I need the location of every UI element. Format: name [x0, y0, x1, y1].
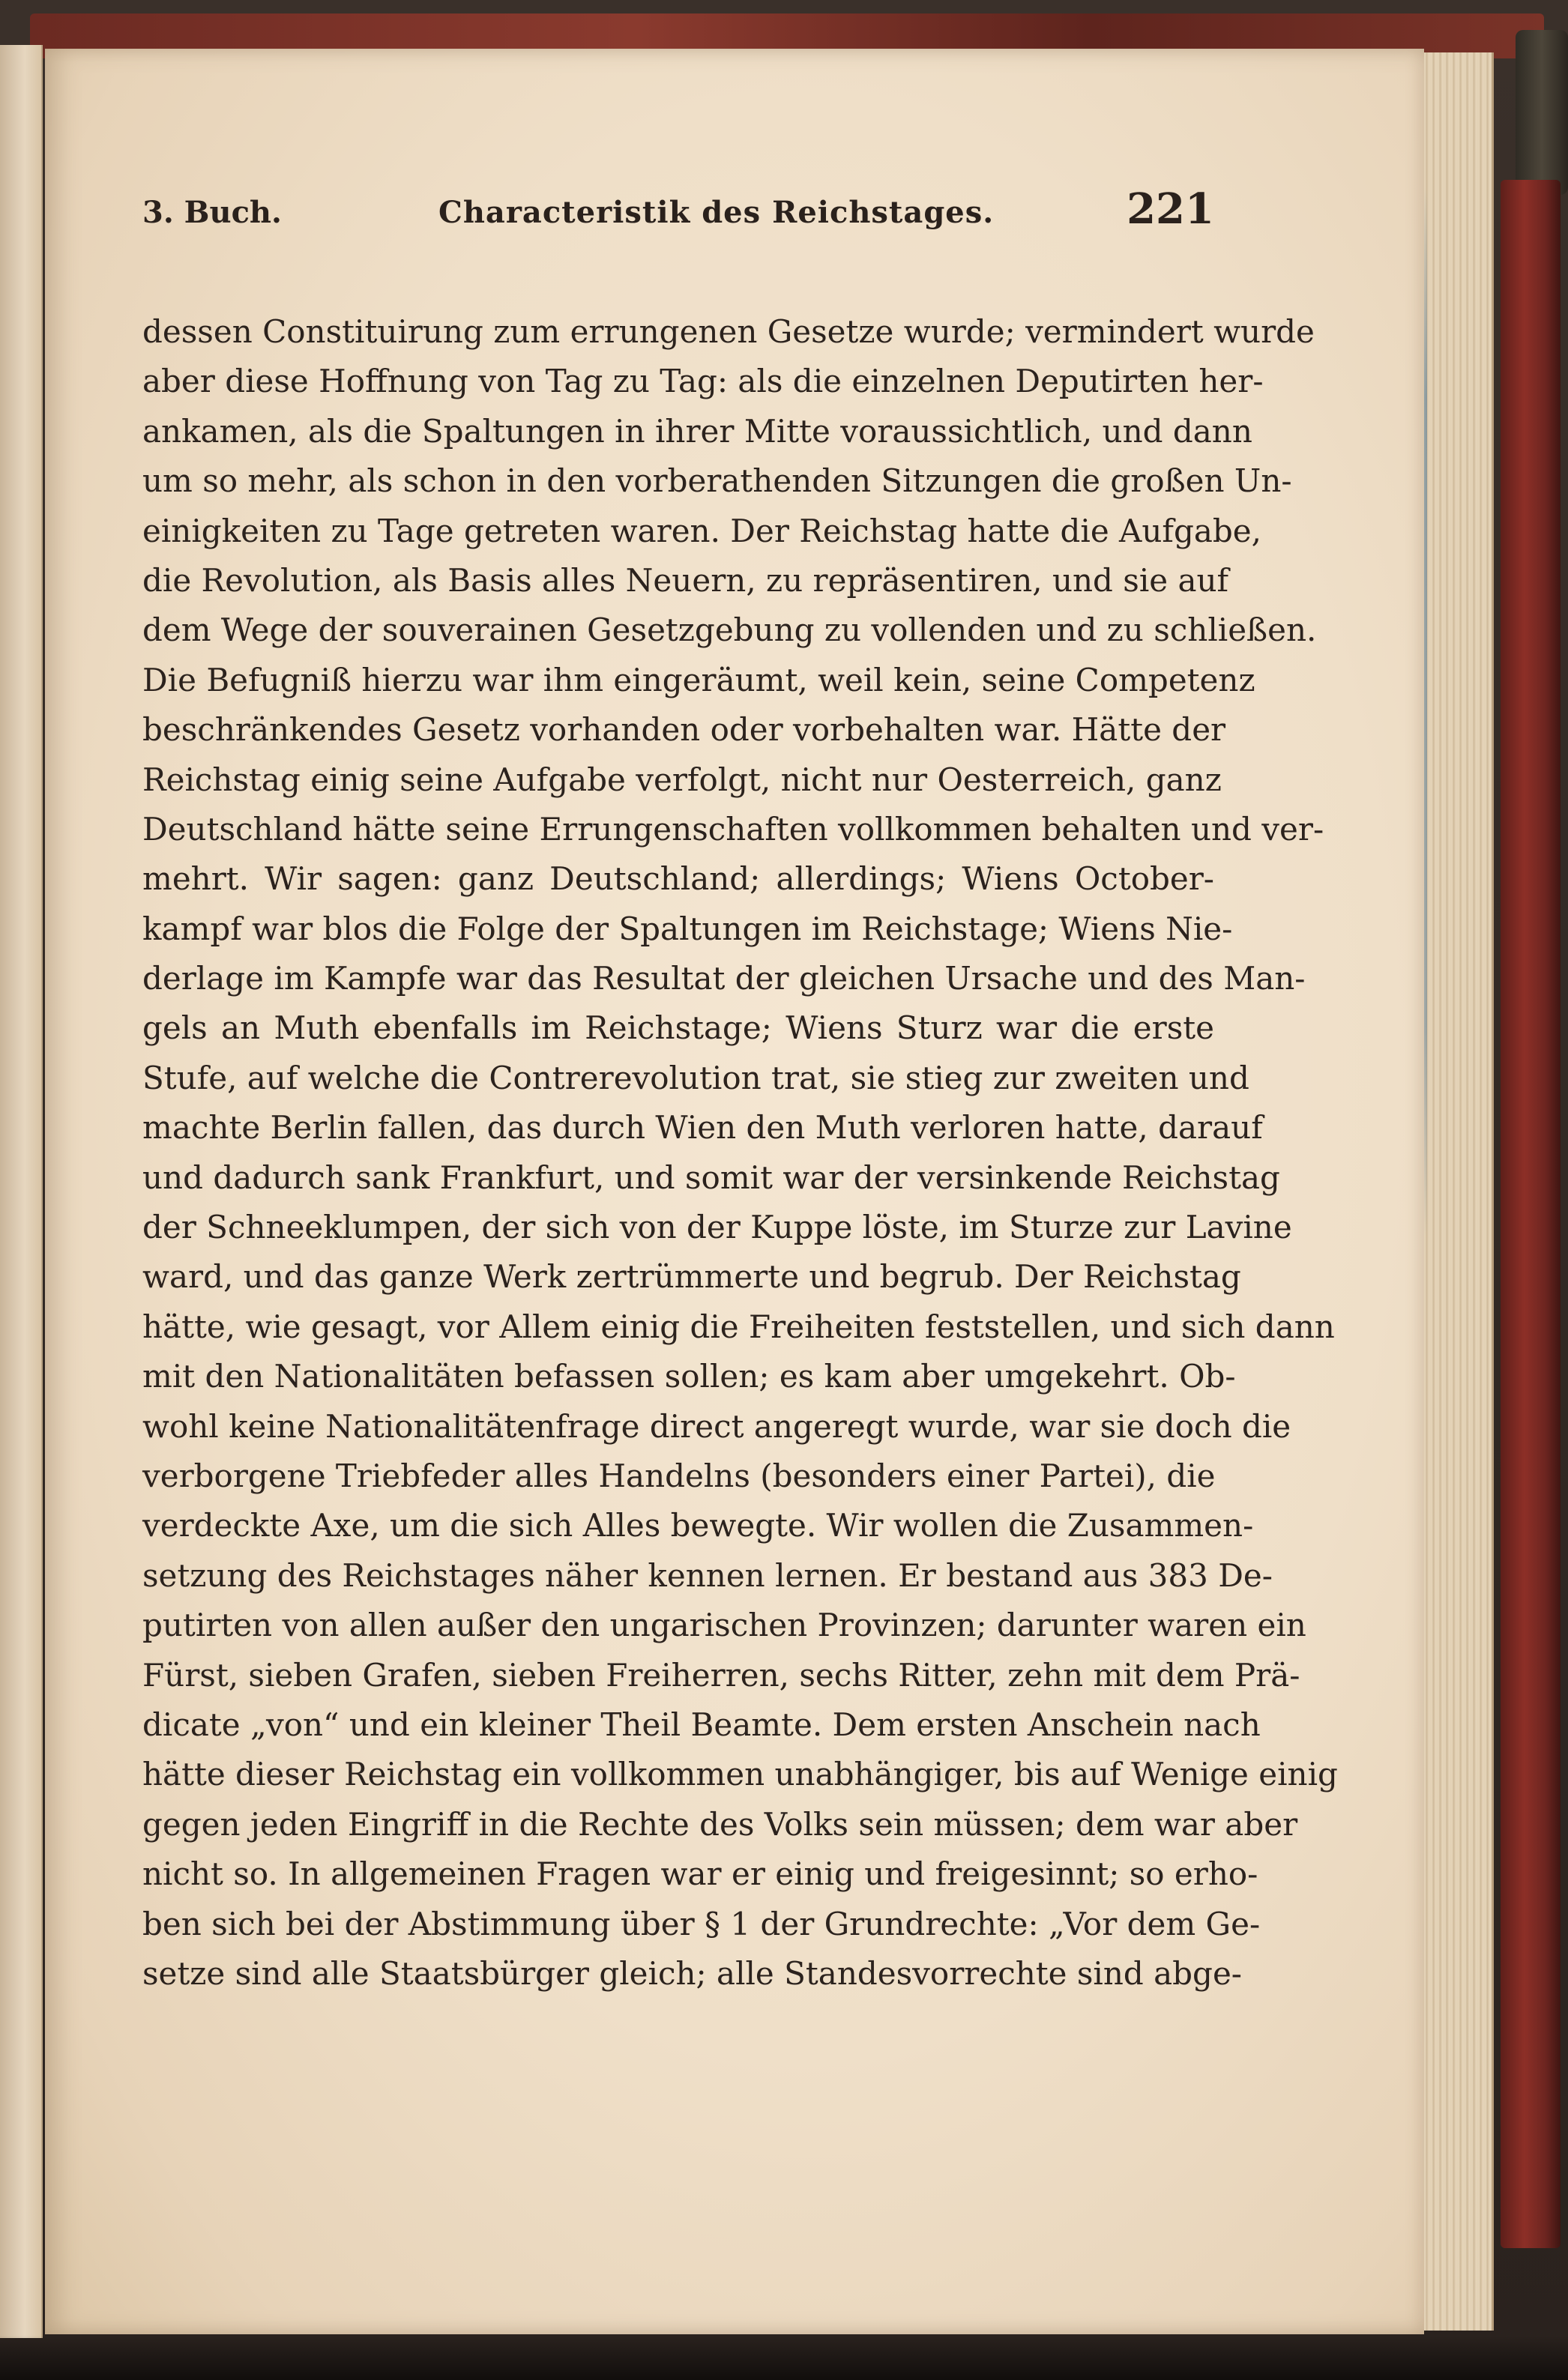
text-line: dem Wege der souverainen Gesetzgebung zu vollenden und zu schließen. [142, 611, 1317, 649]
text-line: nicht so. In allgemeinen Fragen war er einig und freigesinnt; so erho- [142, 1855, 1258, 1893]
text-line: kampf war blos die Folge der Spaltungen im Reichstage; Wiens Nie- [142, 910, 1233, 947]
text-line: aber diese Hoffnung von Tag zu Tag: als die einzelnen Deputirten her- [142, 363, 1264, 400]
text-line: Stufe, auf welche die Contrerevolution trat, sie stieg zur zweiten und [142, 1059, 1249, 1096]
text-line: gegen jeden Eingriff in die Rechte des Volks sein müssen; dem war aber [142, 1805, 1298, 1843]
text-line: verdeckte Axe, um die sich Alles bewegte. Wir wollen die Zusammen- [142, 1507, 1254, 1544]
page-number: 221 [1127, 184, 1214, 234]
text-line: ben sich bei der Abstimmung über § 1 der Grundrechte: „Vor dem Ge- [142, 1905, 1261, 1942]
book-cover-right-edge [1501, 180, 1561, 2248]
text-line: machte Berlin fallen, das durch Wien den Muth verloren hatte, darauf [142, 1109, 1263, 1147]
text-line: wohl keine Nationalitätenfrage direct angeregt wurde, war sie doch die [142, 1407, 1291, 1445]
text-line: einigkeiten zu Tage getreten waren. Der Reichstag hatte die Aufgabe, [142, 512, 1261, 549]
text-line: gels an Muth ebenfalls im Reichstage; Wiens Sturz war die erste [142, 1009, 1214, 1047]
text-line: die Revolution, als Basis alles Neuern, zu repräsentiren, und sie auf [142, 561, 1229, 599]
text-line: beschränkendes Gesetz vorhanden oder vorbehalten war. Hätte der [142, 711, 1226, 749]
running-header [142, 172, 1214, 262]
text-line: dicate „von“ und ein kleiner Theil Beamte. Dem ersten Anschein nach [142, 1706, 1261, 1743]
text-line: verborgene Triebfeder alles Handelns (besonders einer Partei), die [142, 1457, 1216, 1494]
header-chapter-title: Characteristik des Reichstages. [438, 195, 995, 230]
text-line: dessen Constituirung zum errungenen Gesetze wurde; vermindert wurde [142, 313, 1315, 350]
facing-page-edge [0, 45, 43, 2338]
text-line: mit den Nationalitäten befassen sollen; es kam aber umgekehrt. Ob- [142, 1358, 1236, 1395]
text-line: ankamen, als die Spaltungen in ihrer Mitte voraussichtlich, und dann [142, 412, 1252, 450]
text-line: hätte dieser Reichstag ein vollkommen unabhängiger, bis auf Wenige einig [142, 1756, 1338, 1793]
text-line: Die Befugniß hierzu war ihm eingeräumt, weil kein, seine Competenz [142, 661, 1255, 698]
page-body-text [142, 307, 1338, 1999]
text-line: Reichstag einig seine Aufgabe verfolgt, nicht nur Oesterreich, ganz [142, 761, 1222, 798]
text-line: setzung des Reichstages näher kennen lernen. Er bestand aus 383 De- [142, 1556, 1273, 1594]
text-line: derlage im Kampfe war das Resultat der gleichen Ursache und des Man- [142, 960, 1306, 997]
text-line: hätte, wie gesagt, vor Allem einig die Freiheiten feststellen, und sich dann [142, 1308, 1335, 1345]
book-spine-corner [1516, 30, 1568, 195]
text-line: putirten von allen außer den ungarischen Provinzen; darunter waren ein [142, 1607, 1306, 1644]
text-line: und dadurch sank Frankfurt, und somit war der versinkende Reichstag [142, 1159, 1280, 1196]
bottom-shadow [0, 2335, 1568, 2380]
header-book-label: 3. Buch. [142, 195, 282, 230]
text-line: um so mehr, als schon in den vorberathenden Sitzungen die großen Un- [142, 462, 1292, 500]
text-line: Fürst, sieben Grafen, sieben Freiherren, sechs Ritter, zehn mit dem Prä- [142, 1656, 1300, 1694]
text-line: setze sind alle Staatsbürger gleich; alle Standesvorrechte sind abge- [142, 1954, 1242, 1992]
text-line: Deutschland hätte seine Errungenschaften vollkommen behalten und ver- [142, 810, 1324, 848]
text-line: der Schneeklumpen, der sich von der Kuppe löste, im Sturze zur Lavine [142, 1209, 1292, 1246]
text-line: ward, und das ganze Werk zertrümmerte und begrub. Der Reichstag [142, 1258, 1241, 1296]
text-line: mehrt. Wir sagen: ganz Deutschland; allerdings; Wiens October- [142, 860, 1214, 898]
